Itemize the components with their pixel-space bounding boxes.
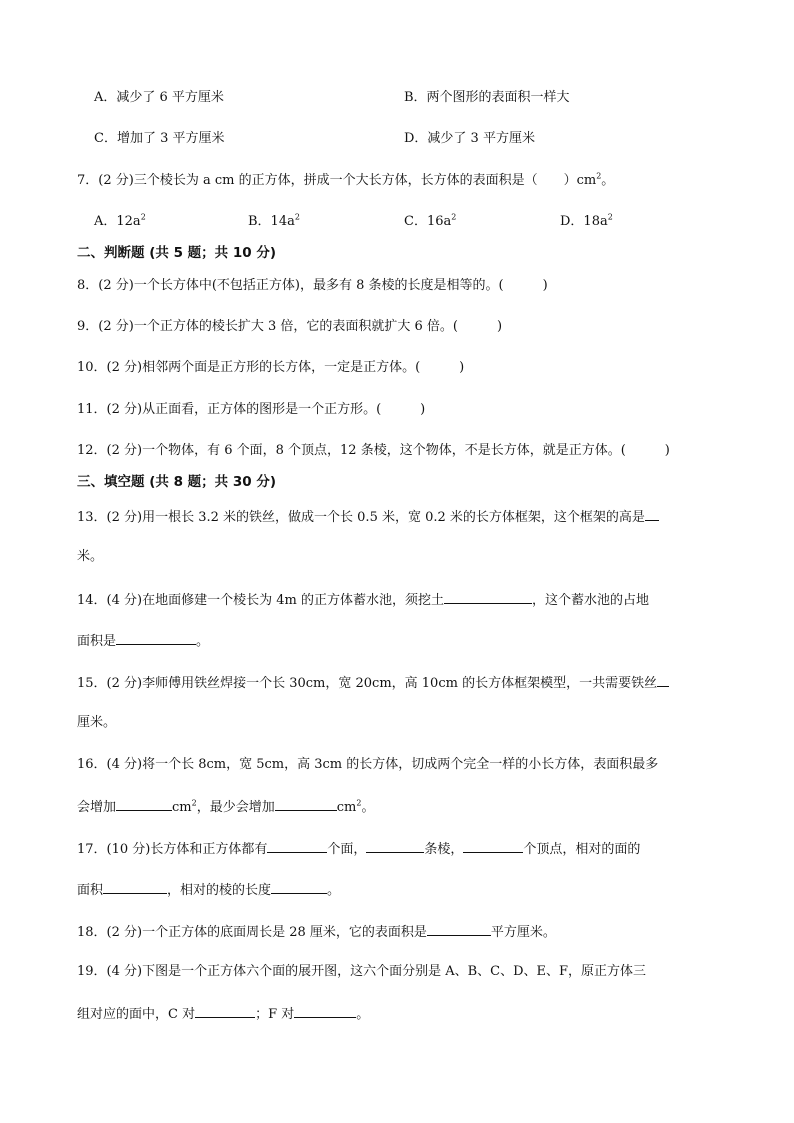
q18-text: 18．(2 分)一个正方体的底面周长是 28 厘米，它的表面积是 [77,925,427,940]
q14-line2 [77,631,209,651]
q7-option-a: A．$12a^2$ [94,212,146,229]
question-11: 11．(2 分)从正面看，正方体的图形是一个正方形。( ) [77,402,426,417]
q7-stem: 7．(2 分)三个棱长为 a cm 的正方体，拼成一个大长方体，长方体的表面积是（ ）cm [77,173,597,188]
answer-blank[interactable] [271,880,327,894]
q7-option-c: C．$16a^2$ [404,212,457,229]
question-14 [77,590,649,610]
question-8: 8．(2 分)一个长方体中(不包括正方体)，最多有 8 条棱的长度是相等的。( ) [77,278,548,293]
q13-text: 13．(2 分)用一根长 3.2 米的铁丝，做成一个长 0.5 米，宽 0.2 米的长方体框架，这个框架的高是 [77,510,645,525]
q16-line2: 会增加 $cm^2$，最少会增加 $cm^2$。 [77,798,375,815]
q13-line2: 米。 [77,549,104,564]
question-13 [77,507,659,527]
q6-option-d: D．减少了 3 平方厘米 [404,131,535,146]
answer-blank[interactable] [116,631,196,645]
q16-text-2: ，最少会增加 [196,800,275,815]
answer-blank[interactable] [427,922,491,936]
answer-blank[interactable] [103,880,167,894]
question-10: 10．(2 分)相邻两个面是正方形的长方体，一定是正方体。( ) [77,360,465,375]
q7-option-b: B．$14a^2$ [248,212,300,229]
section-heading-judgement: 二、判断题 (共 5 题；共 10 分) [77,245,277,261]
q18-end: 平方厘米。 [490,925,556,940]
answer-blank[interactable] [366,839,424,853]
question-16: 16．(4 分)将一个长 8cm，宽 5cm，高 3cm 的长方体，切成两个完全一样的小长方体，表面积最多 [77,757,659,772]
question-15 [77,673,669,693]
q14-text-3: 面积是 [77,634,117,649]
question-7 [77,172,614,190]
q16-text: 会增加 [77,800,117,815]
question-18 [77,922,556,942]
q14-text: 14．(4 分)在地面修建一个棱长为 4m 的正方体蓄水池，须挖土 [77,593,444,608]
answer-blank[interactable] [275,797,337,811]
q6-option-a: A．减少了 6 平方厘米 [94,90,224,105]
q17-line2: 面积 ，相对的棱的长度 。 [77,880,340,900]
q14-text-2: ，这个蓄水池的占地 [531,593,649,608]
question-12: 12．(2 分)一个物体，有 6 个面，8 个顶点，12 条棱，这个物体，不是长方体，就是正方体。( ) [77,443,670,458]
answer-blank[interactable] [294,1004,356,1018]
q14-end: 。 [196,634,210,649]
q6-option-c: C．增加了 3 平方厘米 [94,131,225,146]
answer-blank[interactable] [657,673,669,687]
q6-option-b: B．两个图形的表面积一样大 [404,90,570,105]
q17-text: 17．(10 分)长方体和正方体都有 [77,842,268,857]
q7-end: 。 [601,173,615,188]
question-9: 9．(2 分)一个正方体的棱长扩大 3 倍，它的表面积就扩大 6 倍。( ) [77,319,503,334]
q19-line2: 组对应的面中，C 对 ；F 对 。 [77,1004,369,1024]
q15-line2: 厘米。 [77,715,117,730]
answer-blank[interactable] [195,1004,255,1018]
question-17: 17．(10 分)长方体和正方体都有 个面， 条棱， 个顶点，相对的面的 [77,839,640,859]
answer-blank[interactable] [267,839,327,853]
answer-blank[interactable] [463,839,523,853]
q7-option-d: D．$18a^2$ [560,212,613,229]
section-heading-fill-blank: 三、填空题 (共 8 题；共 30 分) [77,474,277,490]
answer-blank[interactable] [116,797,172,811]
superscript: 2 [596,171,602,181]
question-19: 19．(4 分)下图是一个正方体六个面的展开图，这六个面分别是 A、B、C、D、E、F，原正方体三 [77,964,647,979]
answer-blank[interactable] [444,590,532,604]
q15-text: 15．(2 分)李师傅用铁丝焊接一个长 30cm，宽 20cm，高 10cm 的长方体框架模型，一共需要铁丝 [77,676,658,691]
answer-blank[interactable] [645,507,659,521]
